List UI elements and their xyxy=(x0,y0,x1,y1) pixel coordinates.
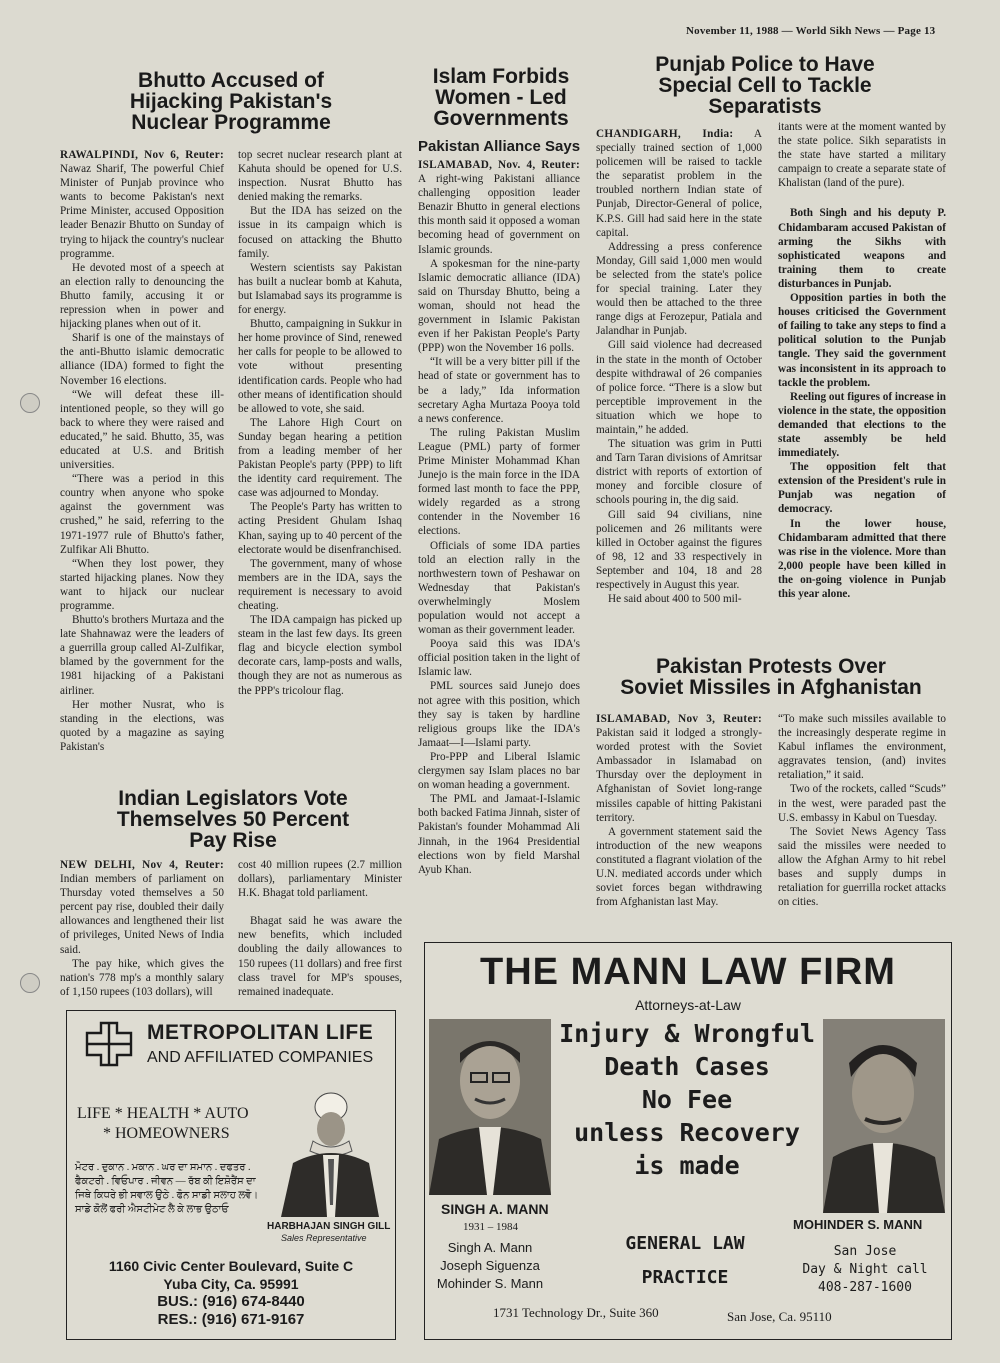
metlife-address xyxy=(67,1257,395,1329)
headline-line: Nuclear Programme xyxy=(131,111,331,134)
headline-line: Islam Forbids xyxy=(432,65,570,88)
right-attorney-name: MOHINDER S. MANN xyxy=(793,1217,923,1232)
headline-line: Special Cell to Tackle xyxy=(658,74,872,97)
punjabi-text xyxy=(75,1161,285,1217)
paragraph: The pay hike, which gives the nation's 778 mp's a monthly salary of 1,150 rupees (103 dollars), will xyxy=(60,957,224,998)
paragraph: PML sources said Junejo does not agree with this position, which they say is taken by hardline religious groups like the IDA's Jamaat—I—Islami party. xyxy=(418,680,580,749)
mann-law-firm-ad xyxy=(424,942,952,1340)
headline-line: Pay Rise xyxy=(189,829,277,852)
metlife-subtitle: AND AFFILIATED COMPANIES xyxy=(147,1049,374,1066)
metlife-logo-icon xyxy=(81,1021,137,1067)
paragraph: “It will be a very bitter pill if the head of state or government has to be a lady,” Ida information secretary Agha Murtaza Pooya told a news conference. xyxy=(418,356,580,425)
paragraph: A right-wing Pakistani alliance challenging opposition leader Benazir Bhutto in general elections this month said it opposed a woman becoming head of government on Islamic grounds. xyxy=(418,173,580,256)
indian-headline xyxy=(98,788,368,851)
indian-column-1 xyxy=(60,858,224,999)
punjab-headline xyxy=(640,54,890,117)
firm-subtitle: Attorneys-at-Law xyxy=(635,997,741,1013)
dateline: RAWALPINDI, Nov 6, Reuter: xyxy=(60,149,224,161)
soviet-column-2 xyxy=(778,712,946,909)
mohinder-mann-photo xyxy=(823,1019,945,1213)
paragraph: The ruling Pakistan Muslim League (PML) party of former Prime Minister Mohammad Khan Junejo is the main force in the IDA formed last month to face the PPP, widely regarded as a strong contender in the November 16 elections. xyxy=(418,426,580,538)
paragraph: A specially trained section of 1,000 policemen will be raised to tackle the separatist problem in the troubled northern Indian state of Punjab, Director-General of police, K.P.S. Gill had said here in the state capital. xyxy=(596,128,762,239)
paragraph: Pooya said this was IDA's official position taken in the light of Islamic law. xyxy=(418,638,580,679)
address-line: 1160 Civic Center Boulevard, Suite C xyxy=(108,1258,354,1274)
page-header: November 11, 1988 — World Sikh News — Page 13 xyxy=(686,25,936,37)
dateline: CHANDIGARH, India: xyxy=(596,128,734,140)
paragraph: Gill said violence had decreased in the state in the month of October despite withdrawal of 26 companies of police force. “There is a slow but perceptible improvement in the situation which we hope to maintain,” he added. xyxy=(596,339,762,436)
pitch-line: unless Recovery xyxy=(574,1118,800,1147)
indian-column-2 xyxy=(238,858,402,999)
metropolitan-life-ad xyxy=(66,1010,396,1340)
firm-city: San Jose, Ca. 95110 xyxy=(727,1309,832,1324)
left-attorney-years: 1931 – 1984 xyxy=(463,1221,518,1233)
paragraph: Nawaz Sharif, The powerful Chief Minister of Punjab province who wants to become Pakistan's next Prime Minister, accused Opposition leader Benazir Bhutto on Sunday of trying to hijack the country's nuclear programme. xyxy=(60,163,224,260)
paragraph: “To make such missiles available to the increasingly desperate regime in Kabul inflames the environment, aggravates tension, (and) invites retaliation,” it said. xyxy=(778,713,946,782)
dateline: ISLAMABAD, Nov 3, Reuter: xyxy=(596,713,762,725)
sales-rep-photo xyxy=(273,1085,379,1217)
paragraph: “We will defeat these ill-intentioned people, so they will go back to where they were raised and educated,” he said. Bhutto, 35, was educated at U.S. and British universities. xyxy=(60,388,224,472)
residence-phone: RES.: (916) 671-9167 xyxy=(157,1311,305,1328)
paragraph: “When they lost power, they started hijacking planes. Now they want to hijack our nuclear programme. xyxy=(60,557,224,612)
pitch-line: is made xyxy=(634,1151,740,1180)
headline-line: Soviet Missiles in Afghanistan xyxy=(620,676,922,699)
soviet-headline xyxy=(596,656,946,698)
attorney-list-item: Joseph Siguenza xyxy=(440,1258,540,1273)
paragraph: The Lahore High Court on Sunday began hearing a petition from a leading member of her Pakistan People's party (PPP) to lift the identity card requirement. The case was adjourned to Monday. xyxy=(238,416,402,500)
left-attorney-name: SINGH A. MANN xyxy=(441,1201,549,1217)
paragraph: Pakistan said it lodged a strongly-worded protest with the Soviet Ambassador in Islamabad on Thursday over the deployment in Afghanistan of Soviet long-range missiles capable of hitting Pakistani territory. xyxy=(596,727,762,824)
address-line: Yuba City, Ca. 95991 xyxy=(163,1276,299,1292)
headline-line: Hijacking Pakistan's xyxy=(129,90,333,113)
paragraph: Pro-PPP and Liberal Islamic clergymen say Islam places no bar on woman heading a government. xyxy=(418,750,580,792)
bhutto-column-1 xyxy=(60,148,224,754)
islam-subhead: Pakistan Alliance Says xyxy=(418,138,581,155)
paragraph: A spokesman for the nine-party Islamic democratic alliance (IDA) said on Thursday Bhutto, being a woman, should not head the government in Islamic Pakistan even if her Pakistan People's Party (PPP) won the November 16 polls. xyxy=(418,257,580,355)
paragraph: Indian members of parliament on Thursday voted themselves a 50 percent pay rise, doubled their daily allowances and lengthened their list of privileges, United News of India said. xyxy=(60,873,224,956)
paragraph: Officials of some IDA parties told an election rally in the northwestern town of Peshawar on Wednesday that Pakistan's overwhelmingly Moslem population would not accept a woman as their government leader. xyxy=(418,539,580,637)
paragraph: Sharif is one of the mainstays of the anti-Bhutto islamic democratic alliance (IDA) formed to fight the November 16 elections. xyxy=(60,332,224,387)
paragraph: Gill said 94 civilians, nine policemen and 26 militants were killed in October against the figures of 98, 12 and 33 respectively in September and 104, 18 and 28 respectively in August this year. xyxy=(596,508,762,591)
dateline: NEW DELHI, Nov 4, Reuter: xyxy=(60,859,224,871)
attorney-list-item: Mohinder S. Mann xyxy=(436,1276,544,1291)
paragraph: He devoted most of a speech at an election rally to denouncing the Bhutto family, accusing it or repression when in power and hijacking planes when out of it. xyxy=(60,261,224,331)
paragraph: Western scientists say Pakistan has built a nuclear bomb at Kahuta, but Islamabad says its programme is for energy. xyxy=(238,261,402,317)
pitch-line: Injury & Wrongful xyxy=(559,1019,815,1048)
hours-line: Day & Night call xyxy=(802,1262,928,1277)
bold-paragraph: The opposition felt that extension of the President's rule in Punjab was negation of democracy. xyxy=(778,461,946,516)
paragraph: Her mother Nusrat, who is standing in the elections, was quoted by a magazine as saying Pakistan's xyxy=(60,698,224,753)
firm-pitch xyxy=(551,1017,823,1182)
headline-line: Bhutto Accused of xyxy=(138,69,324,92)
paragraph: “There was a period in this country when anyone who spoke against the government was crushed,” he said, referring to the 1971-1977 rule of Bhutto's father, Zulfikar Ali Bhutto. xyxy=(60,473,224,556)
paragraph: He said about 400 to 500 mil- xyxy=(608,593,742,606)
paragraph: Bhutto's brothers Murtaza and the late Shahnawaz were the leaders of a guerrilla group called Al-Zulfikar, blamed by the government for the 1981 hijacking of a Pakistani airliner. xyxy=(60,614,224,697)
paragraph: The People's Party has written to acting President Ghulam Ishaq Khan, saying up to 40 percent of the electorate would be disenfranchised. xyxy=(238,501,402,556)
practice-area xyxy=(575,1227,795,1295)
paragraph: Bhagat said he was aware the new benefits, which included doubling the daily allowances to 150 rupees (11 dollars) and free first class travel for MP's spouses, remained inadequate. xyxy=(238,915,402,998)
dateline: ISLAMABAD, Nov. 4, Reuter: xyxy=(418,159,580,171)
binder-hole xyxy=(20,973,40,993)
paragraph: Two of the rockets, called “Scuds” in the west, were paraded past the U.S. embassy in Kabul on Tuesday. xyxy=(778,783,946,824)
singh-mann-photo xyxy=(429,1019,551,1195)
paragraph: Bhutto, campaigning in Sukkur in her home province of Sind, renewed her calls for people to be allowed to vote without presenting identification cards. People who had other means of identification should be allowed to vote, she said. xyxy=(238,318,402,415)
paragraph: top secret nuclear research plant at Kahuta should be opened for U.S. inspection. Nusrat Bhutto has denied making the remarks. xyxy=(238,149,402,204)
attorney-list-item: Singh A. Mann xyxy=(447,1240,533,1255)
bold-paragraph: Opposition parties in both the houses criticised the Government of failing to take any steps to find a political solution to the Punjab tangle. They said the government was inconsistent in its approach to tackle the problem. xyxy=(778,292,946,389)
practice-line: PRACTICE xyxy=(641,1267,729,1288)
rep-name: HARBHAJAN SINGH GILL xyxy=(267,1221,391,1232)
headline-line: Governments xyxy=(433,107,569,130)
headline-line: Separatists xyxy=(708,95,822,118)
firm-name: THE MANN LAW FIRM xyxy=(480,951,896,993)
headline-line: Pakistan Protests Over xyxy=(656,655,886,678)
bold-paragraph: Both Singh and his deputy P. Chidambaram accused Pakistan of arming the Sikhs with sophisticated weapons and training them to create disturbances in Punjab. xyxy=(778,207,946,290)
paragraph: The IDA campaign has picked up steam in the last few days. Its green flag and bicycle election symbol decorate cars, lamp-posts and walls, though they are not as numerous as the PPP's tricolour flag. xyxy=(238,614,402,697)
headline-line: Women - Led xyxy=(435,86,567,109)
paragraph: The situation was grim in Putti and Tarn Taran divisions of Amritsar district with reports of extortion of money and forcible closure of schools pouring in, the dig said. xyxy=(596,438,762,507)
pitch-line: Death Cases xyxy=(604,1052,770,1081)
bhutto-column-2 xyxy=(238,148,402,698)
paragraph: A government statement said the introduction of the new weapons constituted a flagrant violation of the U.N. mediated accords under which soviet forces began withdrawing from Afghanistan last May. xyxy=(596,825,762,909)
paragraph: cost 40 million rupees (2.7 million dollars), parliamentary Minister H.K. Bhagat told parliament. xyxy=(238,859,402,900)
coverage-line: * HOMEOWNERS xyxy=(103,1125,230,1142)
attorney-list xyxy=(425,1239,555,1293)
coverage-line: LIFE * HEALTH * AUTO xyxy=(77,1105,249,1122)
bold-paragraph: Reeling out figures of increase in violence in the state, the opposition demanded that elections to the state assembly be held immediately. xyxy=(778,390,946,460)
bold-paragraph: In the lower house, Chidambaram admitted that there was rise in the violence. More than 2,000 people have been killed in the on-going violence in Punjab this year alone. xyxy=(778,517,946,600)
punjab-column-2 xyxy=(778,120,946,601)
paragraph: But the IDA has seized on the issue in its campaign which is focused on attacking the Bhutto family. xyxy=(238,205,402,260)
paragraph: Addressing a press conference Monday, Gill said 1,000 men would be selected from the state's police for special training. Later they would then be attached to the three range digs at Ferozepur, Patiala and Jalandhar in Punjab. xyxy=(596,240,762,338)
pitch-line: No Fee xyxy=(641,1085,733,1114)
bhutto-headline xyxy=(118,70,344,133)
firm-address: 1731 Technology Dr., Suite 360 xyxy=(493,1305,659,1320)
soviet-column-1 xyxy=(596,712,762,909)
punjabi-line: ਮੋਟਰ . ਦੁਕਾਨ . ਮਕਾਨ . ਘਰ ਦਾ ਸਮਾਨ . ਦਫਤਰ . xyxy=(75,1162,251,1173)
headline-line: Punjab Police to Have xyxy=(655,53,875,76)
binder-hole xyxy=(20,393,40,413)
punjabi-line: ਸਾਡੇ ਕੋਲੋਂ ਫਰੀ ਐਸਟੀਮੇਟ ਲੈ ਕੇ ਲਾਭ ਉਠਾਓ xyxy=(75,1204,229,1215)
punjab-column-1 xyxy=(596,127,762,606)
paragraph: itants were at the moment wanted by the state police. Sikh separatists in the state have started a military campaign to create a separate state of Khalistan (land of the pure). xyxy=(778,121,946,190)
paragraph: The Soviet News Agency Tass said the missiles were needed to allow the Afghan Army to hit rebel bases and supply dumps in retaliation for guerrilla rocket attacks on cities. xyxy=(778,825,946,909)
headline-line: Themselves 50 Percent xyxy=(116,808,350,831)
punjabi-line: ਫੈਕਟਰੀ . ਵਿਓਪਾਰ . ਜੀਵਨ — ਰੱਬ ਕੀ ਇਸ਼ੋਰੈਂਸ ਦਾ xyxy=(75,1176,256,1187)
headline-line: Indian Legislators Vote xyxy=(118,787,348,810)
phone-number: 408-287-1600 xyxy=(818,1280,912,1295)
rep-title: Sales Representative xyxy=(281,1233,367,1243)
practice-line: GENERAL LAW xyxy=(625,1233,745,1254)
metlife-name: METROPOLITAN LIFE xyxy=(147,1021,374,1044)
business-phone: BUS.: (916) 674-8440 xyxy=(157,1293,305,1310)
paragraph: The PML and Jamaat-I-Islamic both backed Fatima Jinnah, sister of Pakistan's founder Mohammad Ali Jinnah, in the 1964 Presidential elections won by field Marshal Ayub Khan. xyxy=(418,793,580,876)
islam-headline xyxy=(418,66,584,129)
contact-info xyxy=(785,1243,945,1297)
punjabi-line: ਜਿਥੇ ਕਿਧਰੇ ਭੀ ਸਵਾਲ ਉਠੇ . ਫੋਨ ਸਾਡੀ ਸਲਾਹ ਲਵੋ। xyxy=(75,1190,259,1201)
islam-column xyxy=(418,158,580,877)
paragraph: The government, many of whose members are in the IDA, says the requirement is necessary to avoid cheating. xyxy=(238,557,402,612)
city-line: San Jose xyxy=(833,1244,897,1259)
